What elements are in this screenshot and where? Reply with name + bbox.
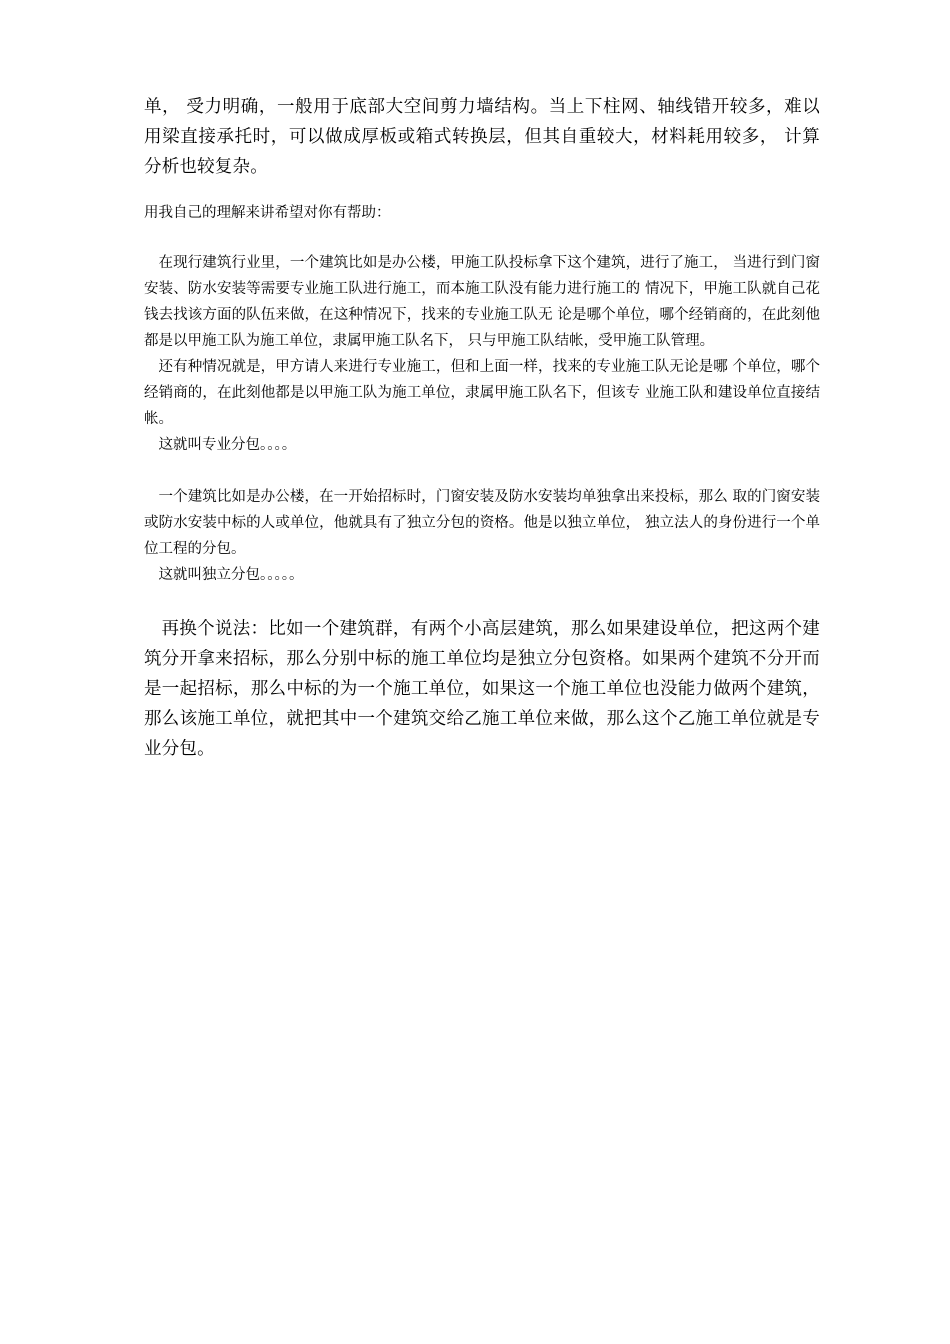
section3-paragraph: 再换个说法：比如一个建筑群，有两个小高层建筑，那么如果建设单位，把这两个建筑分开拿来招标，那么分别中标的施工单位均是独立分包资格。如果两个建筑不分开而是一起招标，那么中标的为一个施工单位，如果这一个施工单位也没能力做两个建筑，那么该施工单位，就把其中一个建筑交给乙施工单位来做，那么这个乙施工单位就是专业分包。 xyxy=(144,619,820,759)
section1-paragraph-2: 还有种情况就是，甲方请人来进行专业施工，但和上面一样，找来的专业施工队无论是哪 个单位，哪个经销商的，在此刻他都是以甲施工队为施工单位，隶属甲施工队名下，但该专 业施工队和建设单位直接结帐。 xyxy=(144,359,820,427)
document-page xyxy=(144,92,820,764)
intro-paragraph: 单， 受力明确，一般用于底部大空间剪力墙结构。当上下柱网、轴线错开较多，难以 用梁直接承托时，可以做成厚板或箱式转换层，但其自重较大，材料耗用较多， 计算分析也较复杂。 xyxy=(144,97,820,177)
section2-paragraph-1: 一个建筑比如是办公楼，在一开始招标时，门窗安装及防水安装均单独拿出来投标，那么 取的门窗安装或防水安装中标的人或单位，他就具有了独立分包的资格。他是以独立单位， 独立法人的身份进行一个单位工程的分包。 xyxy=(144,489,820,557)
section1-conclusion: 这就叫专业分包。。。。 xyxy=(158,437,297,453)
lead-line: 用我自己的理解来讲希望对你有帮助： xyxy=(144,205,391,221)
section-alternative-explanation xyxy=(144,614,820,764)
section-professional-subcontract xyxy=(144,250,820,458)
section2-conclusion: 这就叫独立分包。。。。。 xyxy=(158,567,304,583)
section-independent-subcontract xyxy=(144,484,820,588)
section1-paragraph-1: 在现行建筑行业里，一个建筑比如是办公楼，甲施工队投标拿下这个建筑，进行了施工， 当进行到门窗安装、防水安装等需要专业施工队进行施工，而本施工队没有能力进行施工的 情况下，甲施工队就自己花钱去找该方面的队伍来做，在这种情况下，找来的专业施工队无 论是哪个单位，哪个经销商的，在此刻他都是以甲施工队为施工单位，隶属甲施工队名下， 只与甲施工队结帐，受甲施工队管理。 xyxy=(144,255,820,349)
